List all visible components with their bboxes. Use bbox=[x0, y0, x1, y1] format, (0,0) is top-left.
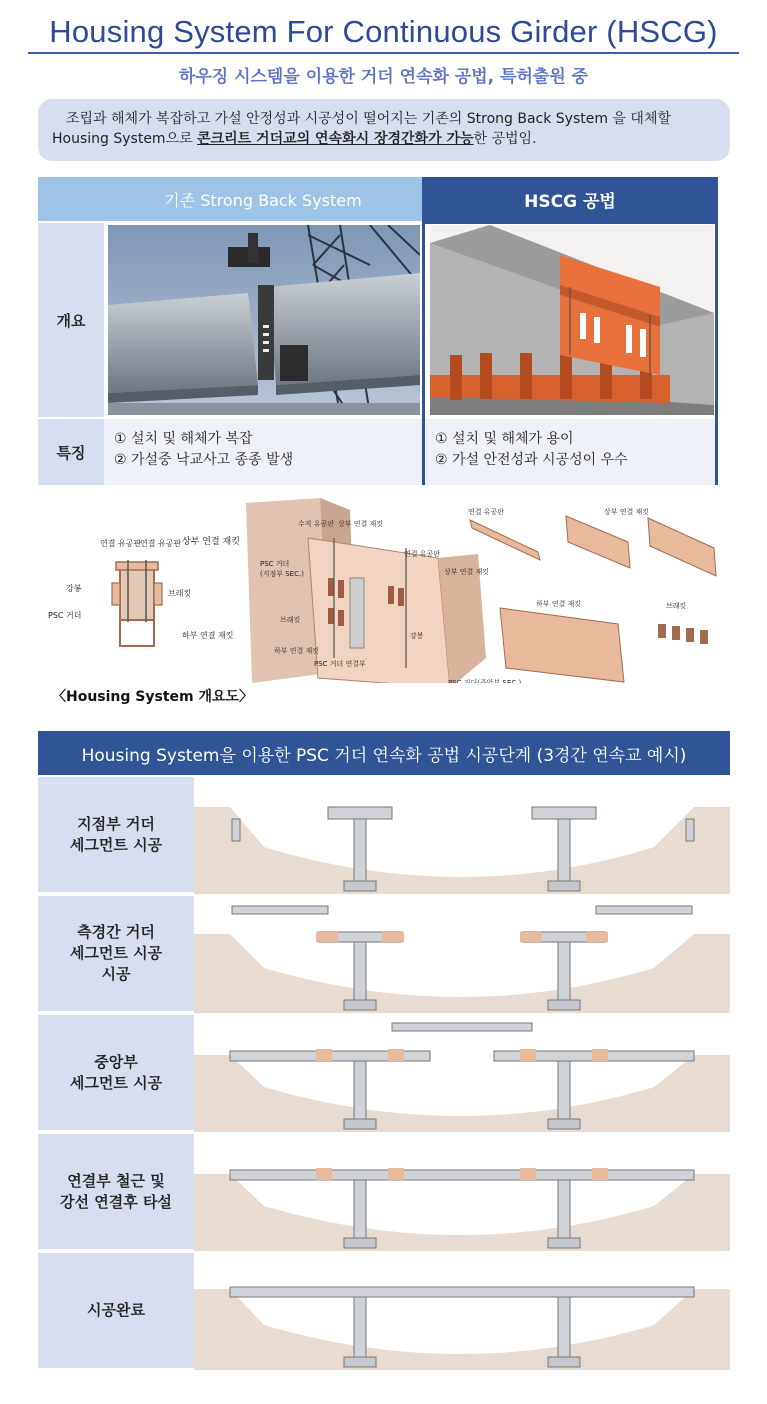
parts-view bbox=[468, 507, 716, 682]
stage-figure bbox=[194, 1251, 730, 1368]
comparison-table bbox=[38, 177, 718, 485]
lbl-plate-left: 연결 유공판 bbox=[100, 539, 142, 548]
lbl-girder-joint: PSC 거더 연결부 bbox=[314, 660, 366, 668]
lbl-part-plate: 연결 유공판 bbox=[468, 508, 505, 516]
lbl-upper-clamp-3d: 상부 연결 재킷 bbox=[338, 520, 384, 528]
intro-text-2: 한 공법임. bbox=[473, 131, 537, 147]
stage-label: 시공완료 bbox=[38, 1251, 194, 1368]
stages-title: Housing System을 이용한 PSC 거더 연속화 공법 시공단계 (3경간 연속교 예시) bbox=[38, 731, 730, 775]
stage-label: 지점부 거더 세그먼트 시공 bbox=[38, 775, 194, 892]
new-features bbox=[425, 419, 715, 485]
intro-box bbox=[38, 99, 730, 161]
lbl-psc-girder: PSC 거더 bbox=[48, 611, 82, 620]
new-feature-1: ① 설치 및 해체가 용이 bbox=[435, 431, 574, 447]
diagram-caption: 〈Housing System 개요도〉 bbox=[52, 689, 254, 705]
lbl-bracket-3d: 브래킷 bbox=[280, 616, 301, 624]
lbl-part-upper: 상부 연결 재킷 bbox=[604, 508, 650, 516]
stage-figure bbox=[194, 1013, 730, 1130]
page-title: Housing System For Continuous Girder (HSCG) bbox=[49, 14, 718, 49]
lbl-steel-rod: 강봉 bbox=[66, 584, 82, 593]
lbl-part-lower: 하부 연결 재킷 bbox=[536, 600, 582, 608]
stage-figure bbox=[194, 894, 730, 1011]
new-feature-2: ② 가설 안전성과 시공성이 우수 bbox=[435, 452, 628, 468]
stage-3 bbox=[38, 1013, 730, 1130]
hscg-render bbox=[430, 225, 714, 415]
lbl-psc-girder-mid: PSC 거더(중앙부 SEC.) bbox=[448, 679, 522, 683]
intro-emphasis: 콘크리트 거더교의 연속화시 장경간화가 가능 bbox=[197, 131, 474, 147]
stage-label: 연결부 철근 및 강선 연결후 타설 bbox=[38, 1132, 194, 1249]
header-hscg: HSCG 공법 bbox=[422, 177, 718, 221]
stage-1 bbox=[38, 775, 730, 892]
stage-figure bbox=[194, 775, 730, 892]
lbl-upper-clamp: 상부 연결 재킷 bbox=[182, 537, 240, 547]
lbl-plate-right: 연결 유공판 bbox=[140, 539, 182, 548]
row-label-overview: 개요 bbox=[38, 221, 104, 417]
stage-figure bbox=[194, 1132, 730, 1249]
lbl-connect-plate-3d: 연결 유공판 bbox=[404, 550, 441, 558]
stage-label: 중앙부 세그먼트 시공 bbox=[38, 1013, 194, 1130]
page-subtitle: 하우징 시스템을 이용한 거더 연속화 공법, 특허출원 중 bbox=[178, 67, 589, 87]
stage-4 bbox=[38, 1132, 730, 1249]
stage-label: 측경간 거더 세그먼트 시공 시공 bbox=[38, 894, 194, 1011]
table-corner bbox=[38, 177, 104, 221]
old-feature-1: ① 설치 및 해체가 복잡 bbox=[114, 431, 253, 447]
lbl-bracket: 브래킷 bbox=[168, 589, 192, 598]
stage-2 bbox=[38, 894, 730, 1011]
lbl-lower-clamp: 하부 연결 재킷 bbox=[182, 631, 234, 640]
section-view bbox=[48, 535, 240, 646]
lbl-lower-clamp-3d: 하부 연결 재킷 bbox=[274, 647, 320, 655]
lbl-psc-girder-support: PSC 거더 bbox=[260, 560, 290, 568]
lbl-support-sec: (지점부 SEC.) bbox=[260, 570, 304, 578]
lbl-steel-rod-3d: 강봉 bbox=[410, 632, 424, 640]
old-features bbox=[104, 419, 422, 485]
title-underline bbox=[28, 52, 739, 54]
header-old-system: 기존 Strong Back System bbox=[104, 177, 422, 221]
old-feature-2: ② 가설중 낙교사고 종종 발생 bbox=[114, 452, 294, 468]
strong-back-photo bbox=[108, 225, 420, 415]
intro-text-1: 조립과 해체가 복잡하고 가설 안정성과 시공성이 떨어지는 기존의 Strong Back System 을 대체할 Housing System으로 bbox=[52, 111, 671, 147]
lbl-upper-clamp-3d-b: 상부 연결 재킷 bbox=[444, 568, 490, 576]
lbl-vertical-plate: 수직 유공판 bbox=[298, 520, 335, 528]
housing-system-diagram bbox=[38, 498, 730, 718]
stage-5 bbox=[38, 1251, 730, 1368]
row-label-features: 특징 bbox=[38, 417, 104, 485]
lbl-part-bracket: 브래킷 bbox=[666, 602, 687, 610]
